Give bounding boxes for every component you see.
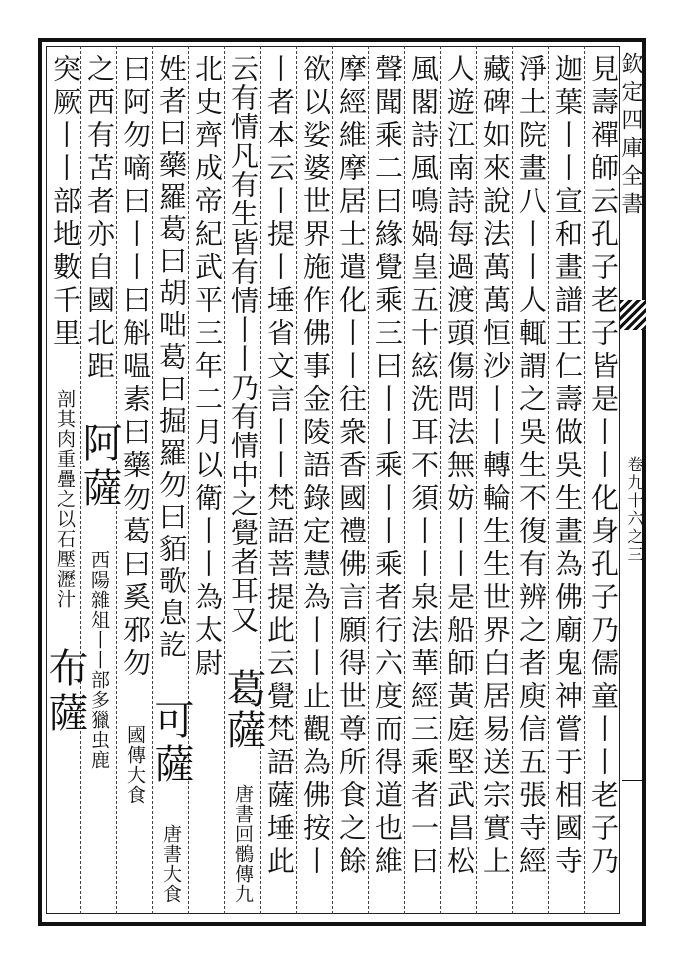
column-text: 云有情凡有生皆有情丨丨乃有情中之覺者耳又 — [227, 54, 260, 634]
text-column — [296, 54, 334, 910]
text-column — [76, 54, 122, 910]
text-column — [332, 54, 370, 910]
headword: 葛薩 — [220, 668, 266, 750]
text-column — [584, 54, 622, 910]
column-text: 人遊江南詩每過渡頭傷問法無妨丨丨是船師黃庭堅武昌松 — [443, 54, 476, 879]
headword: 可薩 — [148, 699, 194, 787]
book-title: 欽定四庫全書 — [618, 52, 643, 220]
text-column — [440, 54, 478, 910]
margin-column — [620, 46, 646, 914]
column-text: 曰阿勿嘀曰丨丨曰斛嗢素曰藥勿葛曰奚邪勿 — [119, 54, 152, 681]
column-text: 丨者本云丨提丨埵省文言丨丨梵語菩提此云覺梵語薩埵此 — [263, 54, 296, 879]
column-text: 北史齊成帝紀武平三年二月以衛丨丨為太尉 — [191, 54, 224, 681]
column-text: 風閣詩風鳴媧皇五十絃洗耳不須丨丨泉法華經三乘者一曰 — [407, 54, 440, 879]
volume-label: 卷九十六之三 — [625, 456, 644, 564]
source-note: 國傳大食 — [124, 725, 146, 805]
source-note: 剖其肉重疊之以石壓瀝汁 — [54, 389, 76, 609]
fishtail-mark — [620, 300, 646, 330]
column-text: 聲聞乘二曰緣覺乘三曰丨丨乘丨丨乘者行六度而得道也維 — [371, 54, 404, 879]
text-column — [148, 54, 194, 910]
text-column — [548, 54, 586, 910]
column-text: 見壽禪師云孔子老子皆是丨丨化身孔子乃儒童丨丨老子乃 — [587, 54, 620, 879]
column-text: 藏碑如來說法萬萬恒沙丨丨轉輪生生世界白居易送宗實上 — [479, 54, 512, 879]
text-column — [512, 54, 550, 910]
text-column — [220, 54, 266, 910]
column-text: 之西有苫者亦自國北距 — [83, 54, 116, 384]
text-column — [42, 54, 88, 910]
source-note: 唐書大食 — [160, 824, 182, 904]
margin-rule — [622, 780, 644, 781]
text-column — [368, 54, 406, 910]
text-column — [260, 54, 298, 910]
column-text: 淨土院畫八丨丨人輒謂之吳生不復有辨之者庾信五張寺經 — [515, 54, 548, 879]
column-text: 突厥丨丨部地數千里 — [49, 54, 82, 351]
column-text: 迦葉丨丨宣和畫譜王仁壽做吳生畫為佛廟鬼神嘗于相國寺 — [551, 54, 584, 879]
text-column — [404, 54, 442, 910]
source-note: 西陽雜俎丨丨部多獵虫鹿 — [88, 550, 110, 770]
headword: 阿薩 — [76, 422, 122, 512]
column-text: 姓者曰藥羅葛曰胡咄葛曰掘羅勿曰貊歌息訖 — [155, 54, 188, 662]
text-column — [476, 54, 514, 910]
column-text: 欲以娑婆世界施作佛事金陵語錄定慧為丨丨止觀為佛按丨 — [299, 54, 332, 879]
column-text: 摩經維摩居士遣化丨丨往衆香國禮佛言願得世尊所食之餘 — [335, 54, 368, 879]
source-note: 唐書回鶻傳九 — [232, 784, 254, 904]
headword: 布薩 — [42, 647, 88, 737]
